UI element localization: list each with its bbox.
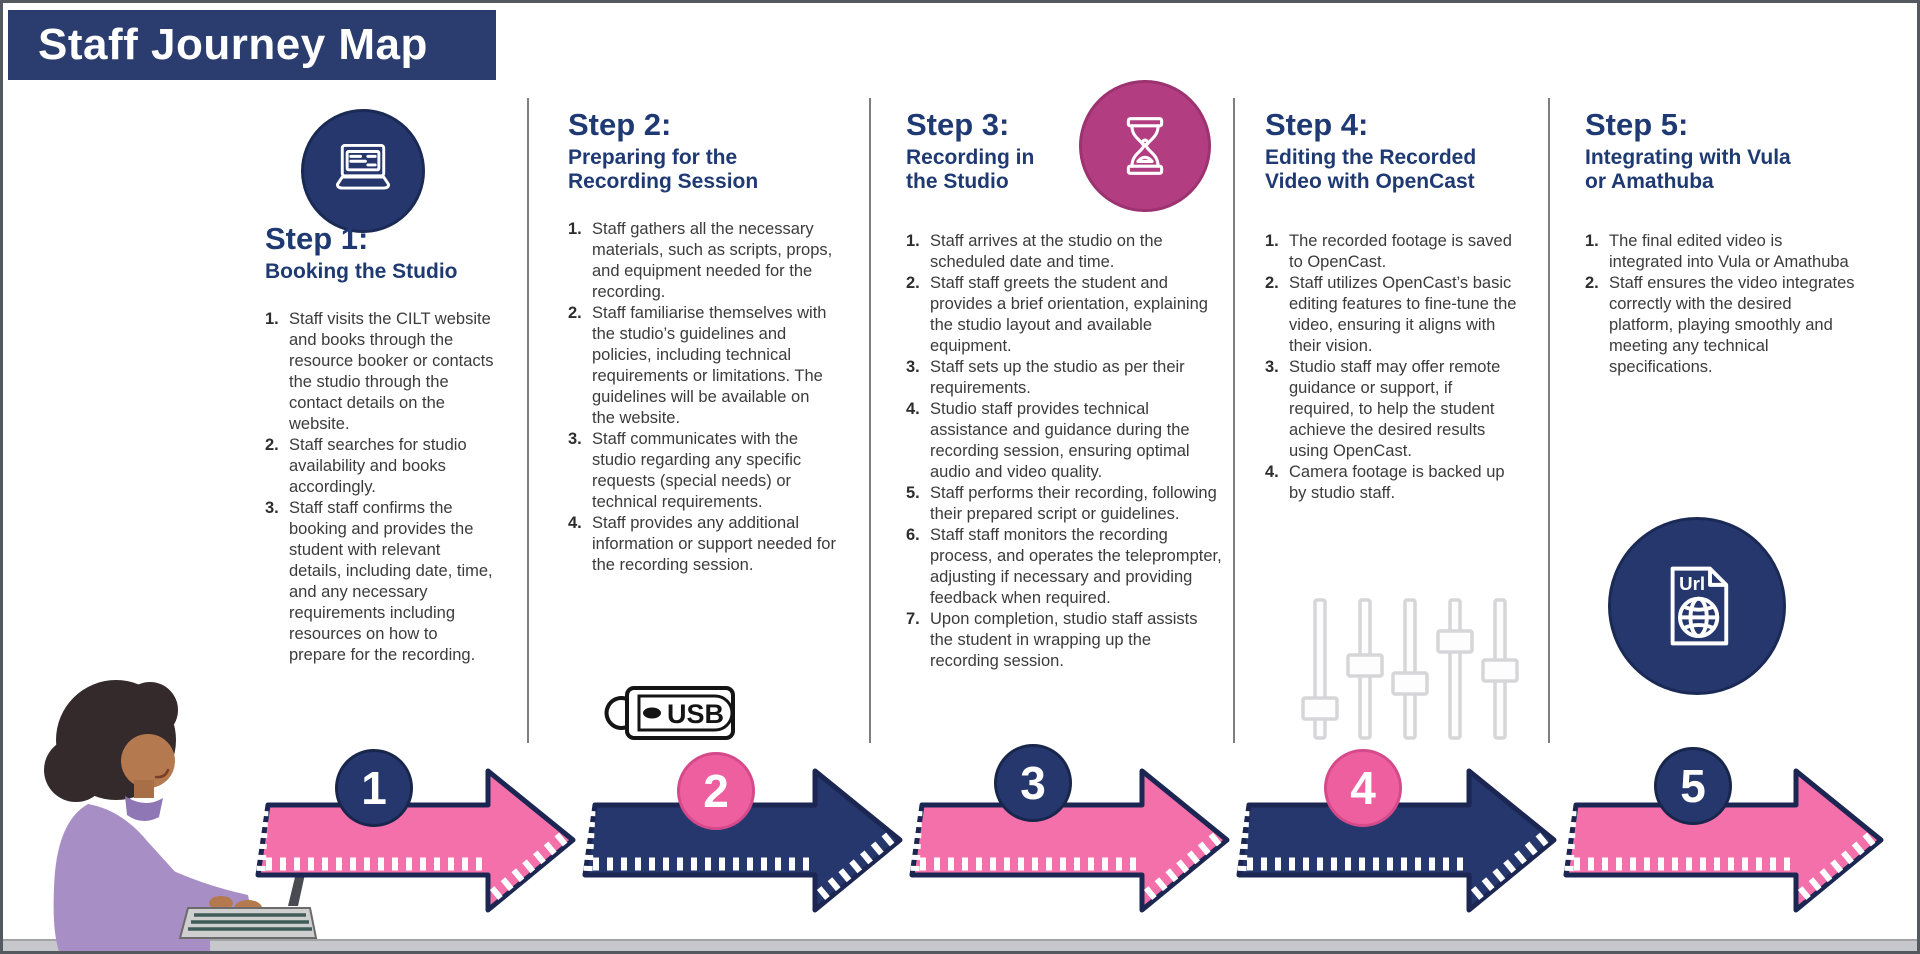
list-item bbox=[906, 483, 1224, 525]
item-text: Staff staff confirms the booking and provides the student with relevant details, including date, time, and any necessary requirements including resources on how to prepare for the recording. bbox=[289, 499, 493, 664]
item-number: 2. bbox=[1265, 274, 1279, 292]
badge-number: 2 bbox=[703, 765, 729, 817]
item-text: Studio staff may offer remote guidance or support, if required, to help the student achieve the desired results using OpenCast. bbox=[1289, 358, 1501, 460]
badge-number: 5 bbox=[1680, 760, 1706, 812]
badge-number: 1 bbox=[361, 762, 387, 814]
timeline-step-4-badge bbox=[1324, 749, 1402, 827]
item-number: 1. bbox=[265, 310, 279, 328]
timeline-step-3-badge bbox=[994, 744, 1072, 822]
timeline-step-5-badge bbox=[1654, 747, 1732, 825]
item-text: Staff familiarise themselves with the studio’s guidelines and policies, including technical requirements or limitations. The guidelines will be available on the website. bbox=[592, 304, 827, 427]
item-number: 3. bbox=[1265, 358, 1279, 376]
url-icon bbox=[1608, 517, 1786, 695]
badge-number: 4 bbox=[1350, 762, 1376, 814]
page-title: Staff Journey Map bbox=[38, 20, 428, 69]
step-3-subtitle: Recording in the Studio bbox=[906, 145, 1035, 194]
step-1-list bbox=[265, 309, 497, 666]
item-text: Staff gathers all the necessary materials, such as scripts, props, and equipment needed for the recording. bbox=[592, 220, 833, 301]
list-item bbox=[906, 231, 1224, 273]
item-number: 2. bbox=[568, 304, 582, 322]
column-divider bbox=[527, 98, 529, 743]
item-text: Staff utilizes OpenCast’s basic editing features to fine-tune the video, ensuring it aligns with their vision. bbox=[1289, 274, 1517, 355]
list-item bbox=[265, 498, 497, 666]
column-divider bbox=[1548, 98, 1550, 743]
list-item bbox=[568, 303, 836, 429]
item-number: 3. bbox=[906, 358, 920, 376]
step-1-title: Step 1: bbox=[265, 221, 369, 256]
list-item bbox=[265, 309, 497, 435]
item-text: Staff performs their recording, following their prepared script or guidelines. bbox=[930, 484, 1217, 523]
list-item bbox=[906, 357, 1224, 399]
item-number: 4. bbox=[1265, 463, 1279, 481]
item-number: 1. bbox=[568, 220, 582, 238]
step-5-list bbox=[1585, 231, 1857, 378]
step-3-title: Step 3: bbox=[906, 107, 1010, 142]
item-text: Staff arrives at the studio on the scheduled date and time. bbox=[930, 232, 1163, 271]
hourglass-icon bbox=[1079, 80, 1211, 212]
item-number: 2. bbox=[265, 436, 279, 454]
title-banner bbox=[8, 10, 496, 80]
item-text: The final edited video is integrated into Vula or Amathuba bbox=[1609, 232, 1849, 271]
list-item bbox=[568, 513, 836, 576]
item-text: Staff communicates with the studio regarding any specific requests (special needs) or technical requirements. bbox=[592, 430, 802, 511]
item-number: 4. bbox=[568, 514, 582, 532]
step-2-column bbox=[568, 109, 828, 195]
url-label: Url bbox=[1679, 572, 1706, 594]
sliders-icon bbox=[1295, 595, 1530, 745]
list-item bbox=[906, 399, 1224, 483]
item-number: 2. bbox=[1585, 274, 1599, 292]
item-text: Staff staff greets the student and provides a brief orientation, explaining the studio layout and available equipment. bbox=[930, 274, 1208, 355]
step-1-column bbox=[265, 223, 525, 284]
item-number: 6. bbox=[906, 526, 920, 544]
column-divider bbox=[1233, 98, 1235, 743]
badge-number: 3 bbox=[1020, 757, 1046, 809]
item-number: 1. bbox=[1585, 232, 1599, 250]
step-4-column bbox=[1265, 109, 1540, 195]
item-number: 4. bbox=[906, 400, 920, 418]
item-number: 5. bbox=[906, 484, 920, 502]
list-item bbox=[1265, 357, 1520, 462]
step-2-subtitle: Preparing for the Recording Session bbox=[568, 145, 759, 194]
item-number: 2. bbox=[906, 274, 920, 292]
usb-label: USB bbox=[667, 699, 725, 729]
item-number: 3. bbox=[265, 499, 279, 517]
step-2-list bbox=[568, 219, 836, 576]
laptop-icon bbox=[301, 109, 425, 233]
timeline-step-2-badge bbox=[677, 752, 755, 830]
item-text: Staff visits the CILT website and books through the resource booker or contacts the studio through the contact details on the website. bbox=[289, 310, 494, 433]
step-4-subtitle: Editing the Recorded Video with OpenCast bbox=[1265, 145, 1477, 194]
timeline-step-1-badge bbox=[335, 749, 413, 827]
list-item bbox=[906, 273, 1224, 357]
item-number: 1. bbox=[906, 232, 920, 250]
list-item bbox=[1585, 273, 1857, 378]
item-text: Camera footage is backed up by studio staff. bbox=[1289, 463, 1505, 502]
column-divider bbox=[869, 98, 871, 743]
usb-icon bbox=[595, 679, 745, 749]
list-item bbox=[1265, 273, 1520, 357]
item-text: Staff provides any additional information or support needed for the recording session. bbox=[592, 514, 836, 574]
list-item bbox=[906, 525, 1224, 609]
timeline-arrow-1 bbox=[248, 763, 578, 918]
item-text: The recorded footage is saved to OpenCast. bbox=[1289, 232, 1512, 271]
item-text: Studio staff provides technical assistance and guidance during the recording session, ensuring optimal audio and video quality. bbox=[930, 400, 1190, 481]
list-item bbox=[568, 219, 836, 303]
step-3-list bbox=[906, 231, 1224, 672]
step-4-list bbox=[1265, 231, 1520, 504]
step-1-subtitle: Booking the Studio bbox=[265, 259, 458, 283]
step-2-title: Step 2: bbox=[568, 107, 672, 142]
list-item bbox=[1265, 462, 1520, 504]
list-item bbox=[906, 609, 1224, 672]
list-item bbox=[1265, 231, 1520, 273]
step-3-column bbox=[906, 109, 1076, 195]
step-5-column bbox=[1585, 109, 1865, 195]
item-text: Staff searches for studio availability and books accordingly. bbox=[289, 436, 467, 496]
item-number: 3. bbox=[568, 430, 582, 448]
item-text: Staff ensures the video integrates correctly with the desired platform, playing smoothly and meeting any technical specifications. bbox=[1609, 274, 1855, 376]
item-number: 7. bbox=[906, 610, 920, 628]
item-text: Upon completion, studio staff assists the student in wrapping up the recording session. bbox=[930, 610, 1198, 670]
item-text: Staff staff monitors the recording process, and operates the teleprompter, adjusting if necessary and providing feedback when required. bbox=[930, 526, 1222, 607]
step-4-title: Step 4: bbox=[1265, 107, 1369, 142]
step-5-title: Step 5: bbox=[1585, 107, 1689, 142]
list-item bbox=[568, 429, 836, 513]
list-item bbox=[1585, 231, 1857, 273]
item-number: 1. bbox=[1265, 232, 1279, 250]
item-text: Staff sets up the studio as per their requirements. bbox=[930, 358, 1185, 397]
step-5-subtitle: Integrating with Vula or Amathuba bbox=[1585, 145, 1791, 194]
list-item bbox=[265, 435, 497, 498]
